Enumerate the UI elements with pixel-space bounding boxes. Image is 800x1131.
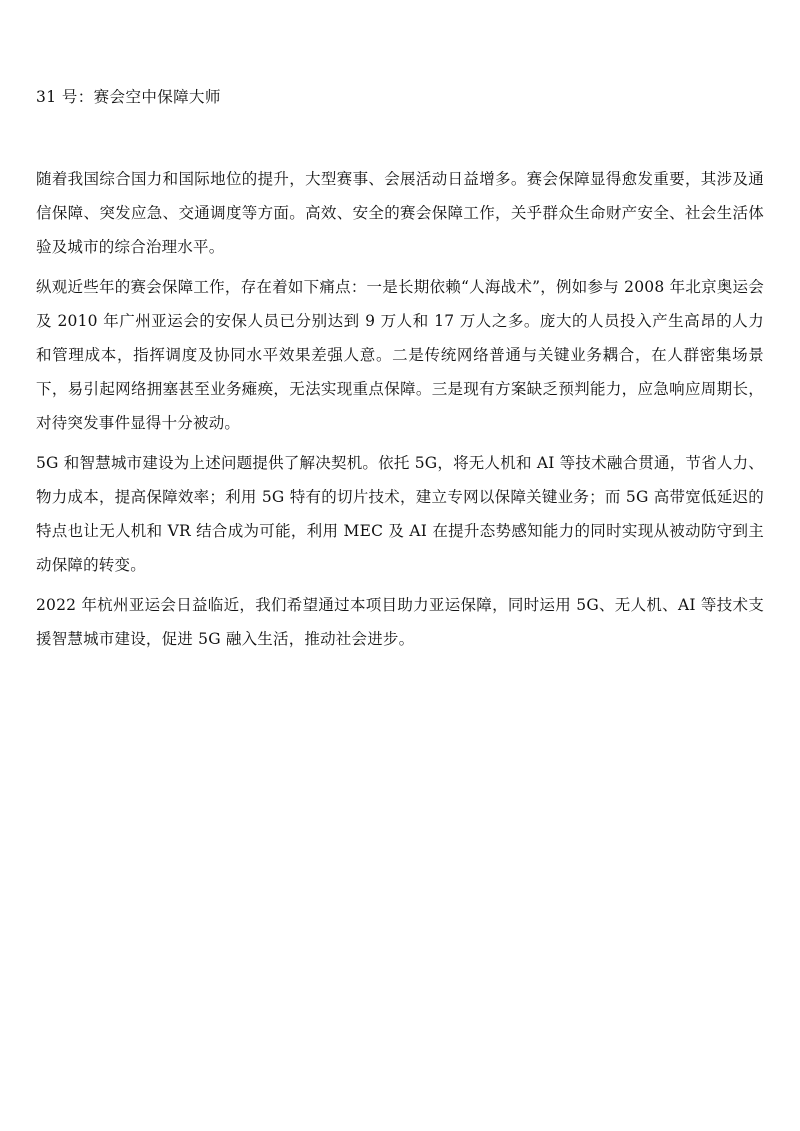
paragraph-background: 随着我国综合国力和国际地位的提升，大型赛事、会展活动日益增多。赛会保障显得愈发重要，其涉及通信保障、突发应急、交通调度等方面。高效、安全的赛会保障工作，关乎群众生命财产安全、社会生活体验及城市的综合治理水平。 (36, 170, 764, 256)
paragraph-solution: 5G 和智慧城市建设为上述问题提供了解决契机。依托 5G，将无人机和 AI 等技术融合贯通，节省人力、物力成本，提高保障效率；利用 5G 特有的切片技术，建立专网以保障关键业务；而 5G 高带宽低延迟的特点也让无人机和 VR 结合成为可能，利用 MEC 及 AI 在提升态势感知能力的同时实现从被动防守到主动保障的转变。 (36, 454, 764, 574)
paragraph-outlook: 2022 年杭州亚运会日益临近，我们希望通过本项目助力亚运保障，同时运用 5G、无人机、AI 等技术支援智慧城市建设，促进 5G 融入生活，推动社会进步。 (36, 596, 764, 648)
paragraph-pain-points: 纵观近些年的赛会保障工作，存在着如下痛点：一是长期依赖“人海战术”，例如参与 2008 年北京奥运会及 2010 年广州亚运会的安保人员已分别达到 9 万人和 17 万人之多。庞大的人员投入产生高昂的人力和管理成本，指挥调度及协同水平效果差强人意。二是传统网络普通与关键业务耦合，在人群密集场景下，易引起网络拥塞甚至业务瘫痪，无法实现重点保障。三是现有方案缺乏预判能力，应急响应周期长，对待突发事件显得十分被动。 (36, 278, 764, 432)
document-title: 31 号：赛会空中保障大师 (36, 88, 221, 106)
